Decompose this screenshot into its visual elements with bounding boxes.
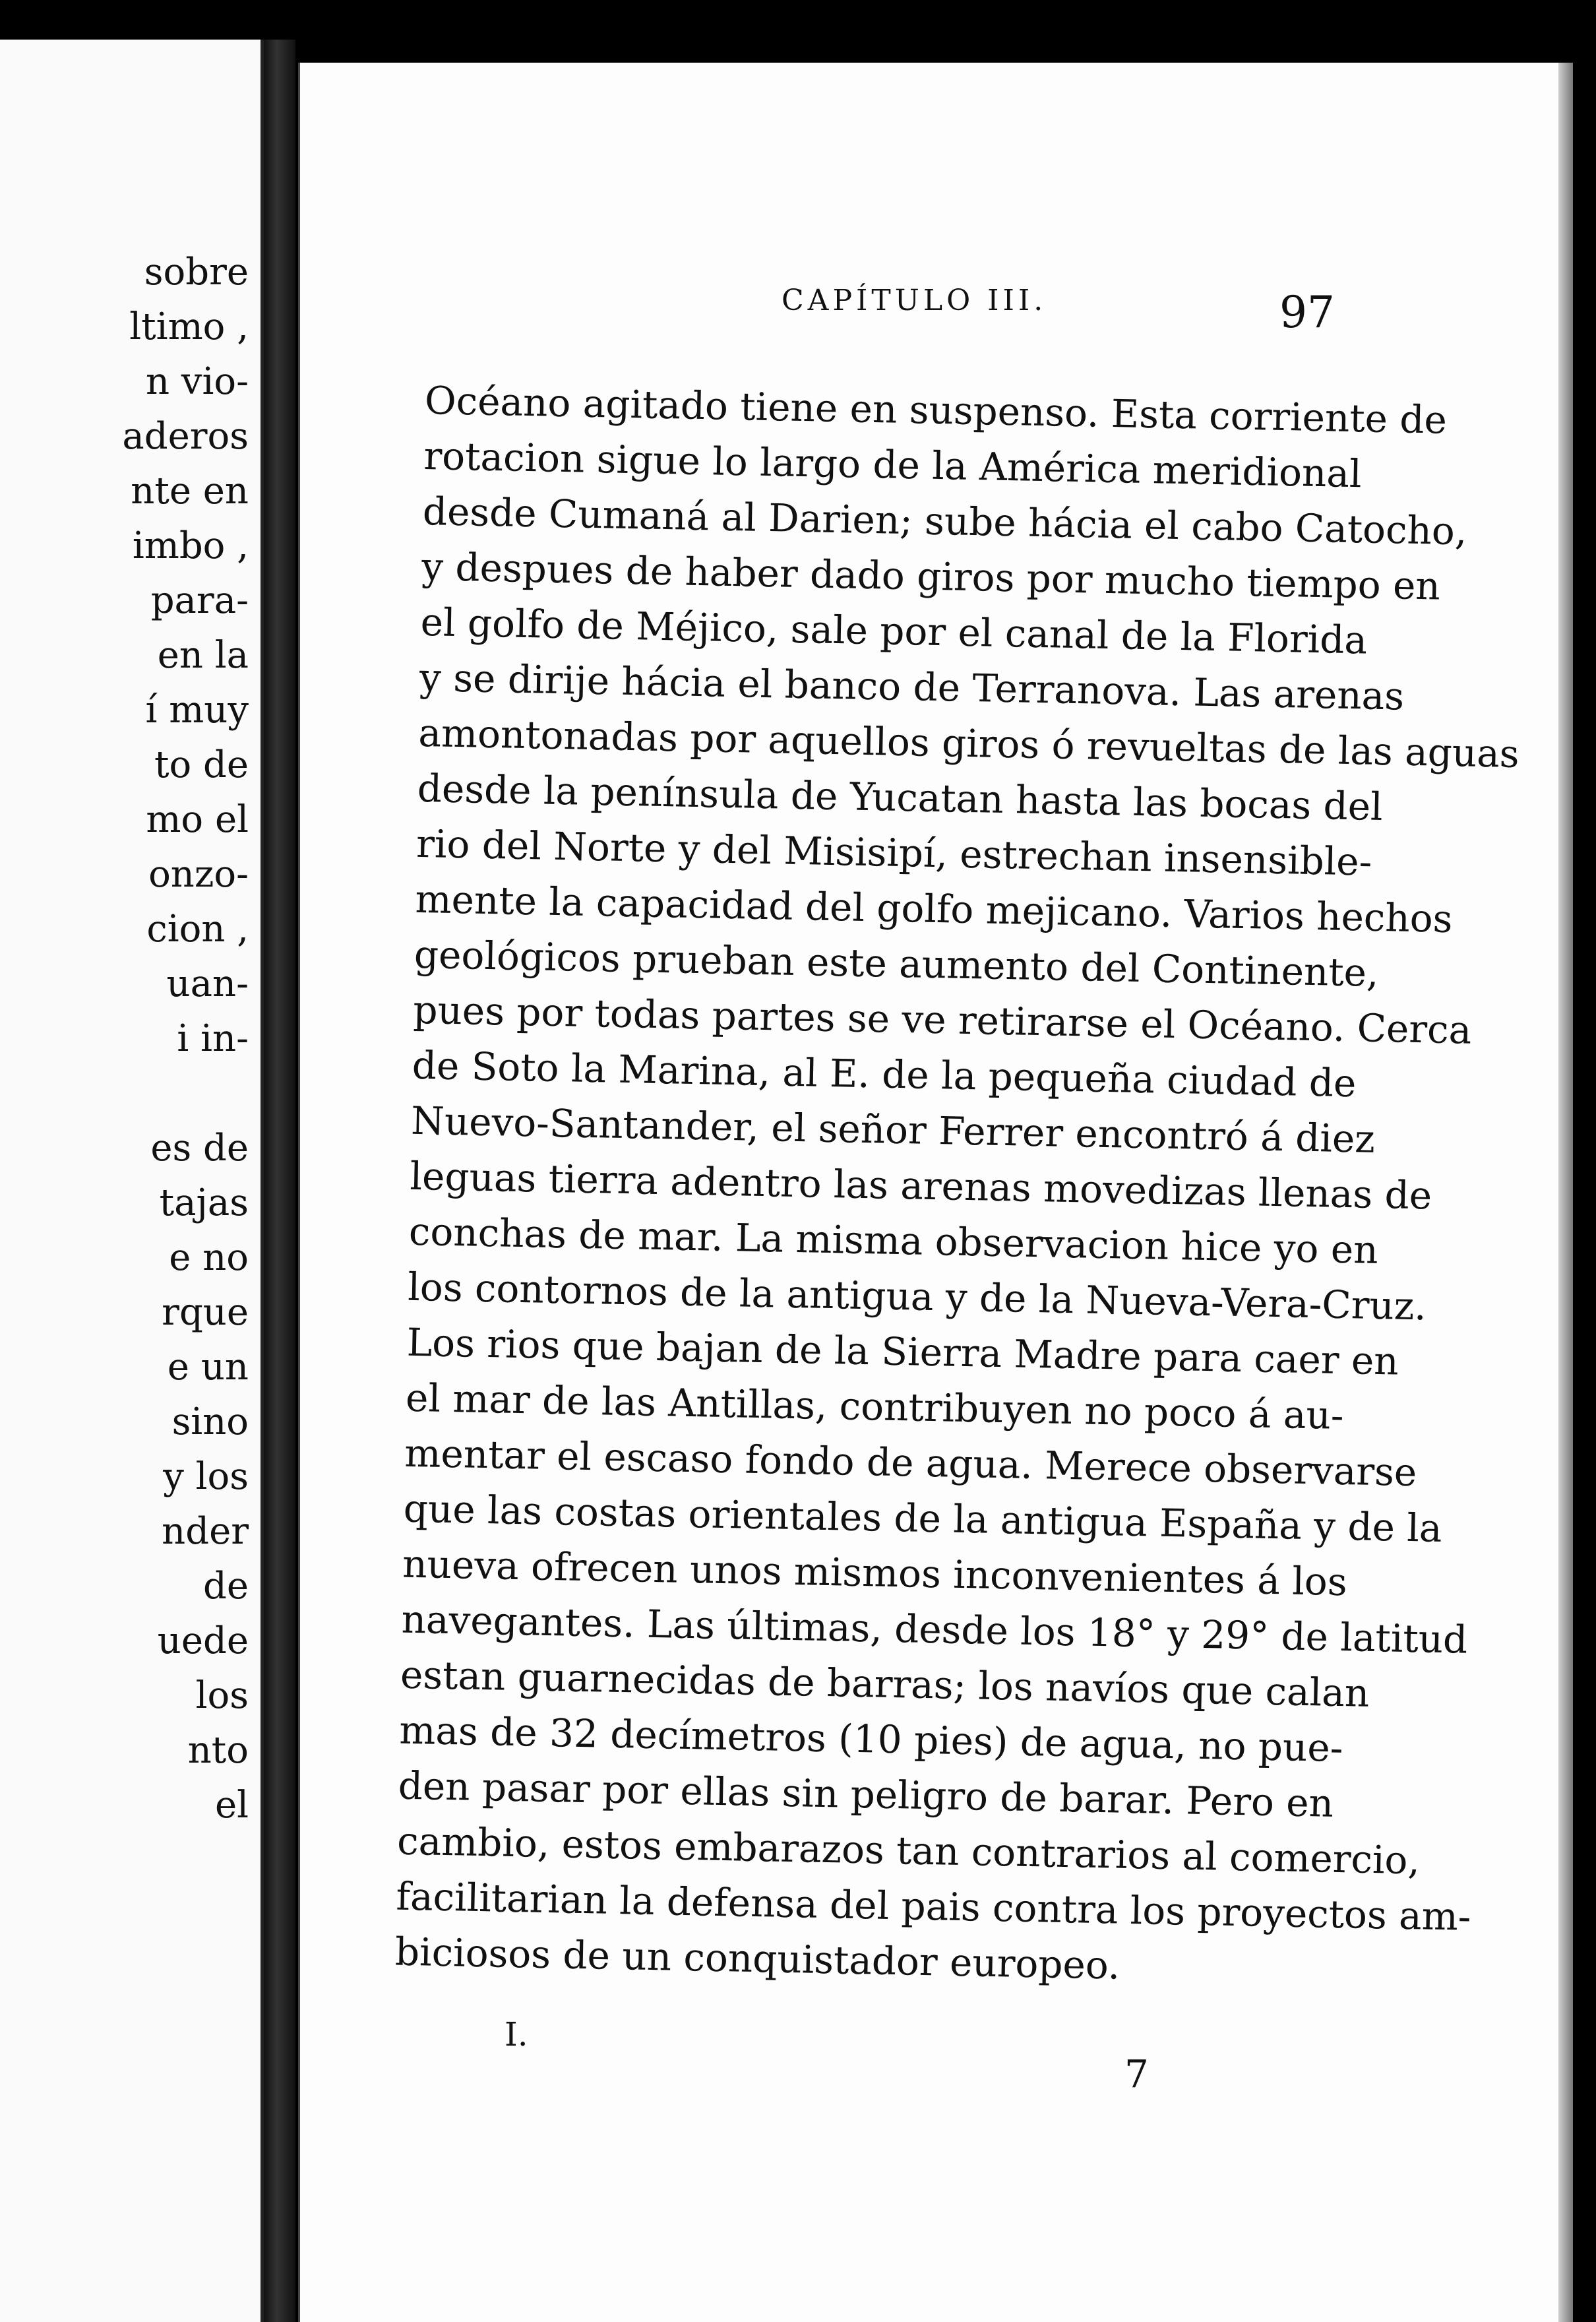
text-line: rotacion sigue lo largo de la América meridional	[423, 433, 1363, 497]
running-header: CAPÍTULO III.	[782, 284, 1047, 317]
text-line: biciosos de un conquistador europeo.	[394, 1929, 1120, 1988]
left-text-fragment: en la	[157, 634, 249, 677]
signature-mark: I.	[505, 2015, 528, 2054]
book-gutter	[264, 40, 295, 2322]
left-text-fragment: rque	[162, 1291, 249, 1334]
text-line: pues por todas partes se ve retirarse el Océano. Cerca	[412, 987, 1472, 1053]
left-text-fragment: ltimo ,	[129, 305, 249, 348]
text-line: den pasar por ellas sin peligro de barar. Pero en	[398, 1763, 1334, 1826]
left-text-fragment: cion ,	[146, 908, 249, 951]
text-line: que las costas orientales de la antigua España y de la	[403, 1486, 1443, 1551]
left-text-fragment: imbo ,	[132, 524, 249, 567]
text-line: Los rios que bajan de la Sierra Madre para caer en	[406, 1319, 1399, 1384]
right-page	[298, 63, 1573, 2322]
left-text-fragment: e no	[169, 1236, 249, 1279]
text-line: rio del Norte y del Misisipí, estrechan insensible-	[415, 821, 1372, 885]
page-edge	[1558, 63, 1573, 2322]
text-line: conchas de mar. La misma observacion hice yo en	[408, 1208, 1379, 1272]
left-text-fragment: n vio-	[145, 360, 249, 403]
text-line: mas de 32 decímetros (10 pies) de agua, no pue-	[398, 1707, 1343, 1771]
text-line: estan guarnecidas de barras; los navíos que calan	[400, 1652, 1370, 1716]
text-line: desde la península de Yucatan hasta las bocas del	[417, 765, 1384, 829]
left-text-fragment: uan-	[166, 962, 249, 1005]
left-text-fragment: to de	[154, 743, 249, 786]
left-text-fragment: onzo-	[148, 853, 249, 896]
left-text-fragment: mo el	[146, 798, 249, 841]
left-text-fragment: el	[214, 1784, 249, 1827]
text-line: geológicos prueban este aumento del Continente,	[414, 931, 1380, 995]
left-text-fragment: í muy	[145, 689, 249, 732]
page-number: 97	[1279, 287, 1335, 338]
left-text-fragment: sino	[171, 1400, 249, 1443]
left-text-fragment: aderos	[122, 415, 249, 458]
left-text-fragment: los	[195, 1674, 249, 1717]
body-text	[394, 373, 1520, 1997]
left-text-fragment: nte en	[131, 470, 249, 513]
sheet-number: 7	[1124, 2052, 1149, 2096]
text-line: mentar el escaso fondo de agua. Merece observarse	[404, 1430, 1417, 1495]
text-line: navegantes. Las últimas, desde los 18° y 29° de latitud	[401, 1596, 1468, 1662]
text-line: amontonadas por aquellos giros ó revueltas de las aguas	[417, 710, 1520, 776]
text-line: Océano agitado tiene en suspenso. Esta corriente de	[424, 377, 1448, 443]
text-line: el golfo de Méjico, sale por el canal de la Florida	[420, 599, 1368, 663]
text-line: facilitarian la defensa del pais contra los proyectos am-	[396, 1873, 1471, 1939]
left-text-fragment: sobre	[144, 251, 249, 294]
text-line: cambio, estos embarazos tan contrarios al comercio,	[396, 1818, 1421, 1883]
text-line: desde Cumaná al Darien; sube hácia el cabo Catocho,	[422, 488, 1467, 554]
left-text-fragment: de	[203, 1565, 249, 1608]
left-text-fragment: nder	[162, 1510, 249, 1553]
left-text-fragment: i in-	[177, 1017, 249, 1060]
left-text-fragment: nto	[187, 1729, 249, 1772]
text-line: y despues de haber dado giros por mucho tiempo en	[421, 544, 1441, 609]
left-text-fragment: para-	[150, 579, 249, 622]
left-text-fragment: uede	[157, 1619, 249, 1662]
text-line: el mar de las Antillas, contribuyen no poco á au-	[405, 1375, 1345, 1439]
text-line: y se dirije hácia el banco de Terranova. Las arenas	[419, 654, 1405, 719]
left-facing-page	[0, 40, 264, 2322]
left-text-fragment: es de	[150, 1127, 249, 1170]
left-text-fragment: e un	[167, 1346, 249, 1389]
left-text-fragment: tajas	[159, 1181, 249, 1224]
text-line: mente la capacidad del golfo mejicano. Varios hechos	[415, 876, 1454, 942]
text-line: Nuevo-Santander, el señor Ferrer encontró á diez	[410, 1098, 1376, 1162]
text-line: nueva ofrecen unos mismos inconvenientes á los	[402, 1541, 1348, 1605]
text-line: leguas tierra adentro las arenas movedizas llenas de	[409, 1153, 1432, 1218]
text-line: de Soto la Marina, al E. de la pequeña ciudad de	[412, 1042, 1357, 1106]
left-text-fragment: y los	[163, 1455, 249, 1498]
text-line: los contornos de la antigua y de la Nueva-Vera-Cruz.	[407, 1264, 1427, 1329]
